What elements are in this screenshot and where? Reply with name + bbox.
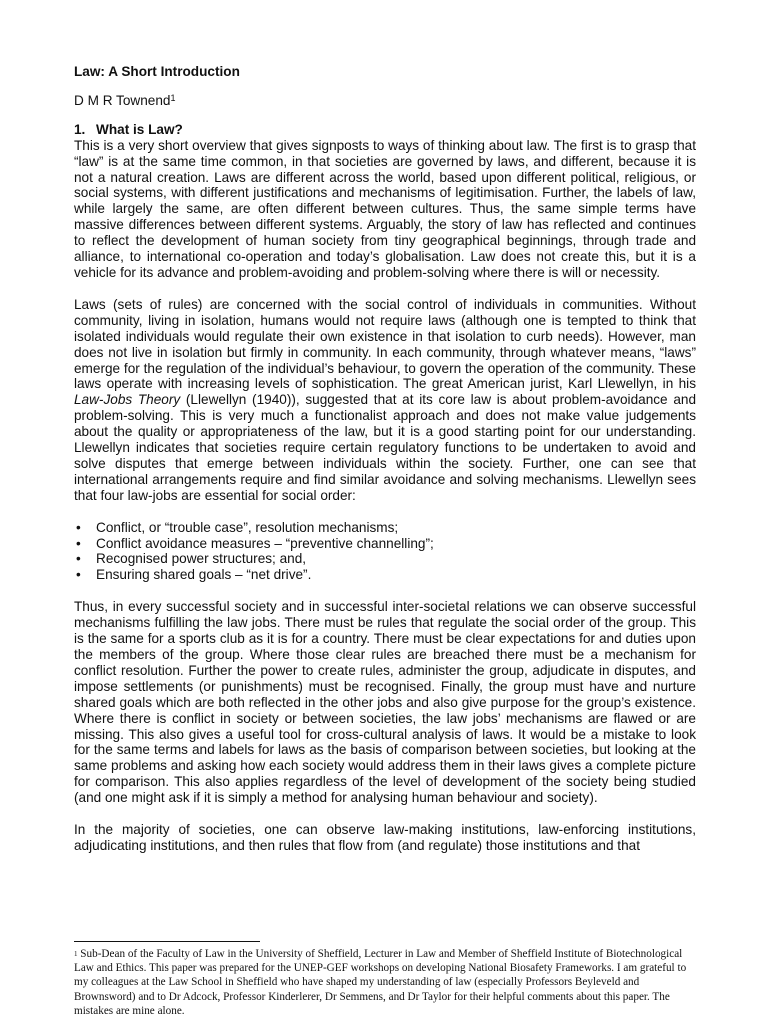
paragraph-2	[74, 297, 696, 504]
list-item-text: Recognised power structures; and,	[96, 551, 307, 567]
list-item	[74, 567, 696, 583]
paragraph-2-text-a: Laws (sets of rules) are concerned with the social control of individuals in communities. Without community, living in isolation, humans would not require laws (although one is tempted to think that isolated individuals would regulate their own existence in that isolation to curb needs). However, man does not live in isolation but firmly in community. In each community, through whatever means, “laws” emerge for the regulation of the individual’s behaviour, to govern the operation of the community. These laws operate with increasing levels of sophistication. The great American jurist, Karl Llewellyn, in his	[74, 296, 696, 392]
law-jobs-list	[74, 520, 696, 584]
list-item	[74, 551, 696, 567]
bullet-icon: •	[76, 551, 81, 567]
footnote-marker: 1	[74, 950, 78, 958]
footnote	[74, 947, 696, 1018]
footnote-divider	[74, 941, 260, 942]
section-number: 1.	[74, 121, 86, 137]
author-name: D M R Townend	[74, 92, 171, 108]
document-page	[74, 64, 696, 870]
list-item-text: Conflict, or “trouble case”, resolution mechanisms;	[96, 519, 399, 535]
paragraph-2-text-b: (Llewellyn (1940)), suggested that at its core law is about problem-avoidance and problem-solving. This is very much a functionalist approach and does not make value judgements about the quality or appropriateness of the law, but it is a good starting point for our understanding. Llewellyn indicates that societies require certain regulatory functions to be undertaken to avoid and solve disputes that emerge between individuals within the society. Further, one can see that international arrangements require and find similar avoidance and solving mechanisms. Llewellyn sees that four law-jobs are essential for social order:	[74, 392, 697, 503]
paragraph-4: In the majority of societies, one can observe law-making institutions, law-enforcing institutions, adjudicating institutions, and then rules that flow from (and regulate) those institutions and that	[74, 822, 696, 853]
footnote-text: Sub-Dean of the Faculty of Law in the University of Sheffield, Lecturer in Law and Member of Sheffield Institute of Biotechnological Law and Ethics. This paper was prepared for the UNEP-GEF workshops on developing National Biosafety Frameworks. I am grateful to my colleagues at the Law School in Sheffield who have shaped my understanding of law (especially Professors Beyleveld and Brownsword) and to Dr Adcock, Professor Kinderlerer, Dr Semmens, and Dr Taylor for their helpful comments about this paper. The mistakes are mine alone.	[74, 948, 687, 1017]
section-heading	[74, 122, 696, 138]
bullet-icon: •	[76, 519, 81, 535]
book-title-italic: Law-Jobs Theory	[74, 392, 181, 408]
section-title: What is Law?	[96, 121, 183, 137]
bullet-icon: •	[76, 567, 81, 583]
author-line	[74, 93, 696, 109]
paragraph-3: Thus, in every successful society and in successful inter-societal relations we can observe successful mechanisms fulfilling the law jobs. There must be rules that regulate the social order of the group. This is the same for a sports club as it is for a country. There must be clear expectations for and duties upon the members of the group. Where those clear rules are breached there must be a mechanism for conflict resolution. Further the power to create rules, administer the group, adjudicate in disputes, and impose settlements (or punishments) must be recognised. Finally, the group must have and nurture shared goals which are both reflected in the other jobs and also give purpose for the group’s existence. Where there is conflict in society or between societies, the law jobs’ mechanisms are flawed or are missing. This also gives a useful tool for cross-cultural analysis of laws. It would be a mistake to look for the same terms and labels for laws as the basis of comparison between societies, but looking at the same problems and asking how each society would address them in their laws gives a complete picture for comparison. This also applies regardless of the level of development of the society being studied (and one might ask if it is simply a method for analysing human behaviour and society).	[74, 599, 696, 806]
list-item-text: Conflict avoidance measures – “preventive channelling”;	[96, 535, 434, 551]
list-item-text: Ensuring shared goals – “net drive”.	[96, 567, 312, 583]
paragraph-1: This is a very short overview that gives signposts to ways of thinking about law. The first is to grasp that “law” is at the same time common, in that societies are governed by laws, and different, because it is not a natural creation. Laws are different across the world, based upon different political, religious, or social systems, with different justifications and mechanisms of legitimisation. Further, the labels of law, while largely the same, are often different between cultures. Thus, the same simple terms have massive differences between different systems. Arguably, the story of law has reflected and continues to reflect the development of human society from tiny geographical beginnings, through trade and alliance, to international co-operation and today’s globalisation. Law does not create this, but it is a vehicle for its advance and problem-avoiding and problem-solving where there is will or necessity.	[74, 137, 696, 280]
footnote-reference[interactable]: 1	[170, 92, 176, 103]
list-item	[74, 536, 696, 552]
list-item	[74, 520, 696, 536]
bullet-icon: •	[76, 535, 81, 551]
document-title: Law: A Short Introduction	[74, 64, 240, 79]
